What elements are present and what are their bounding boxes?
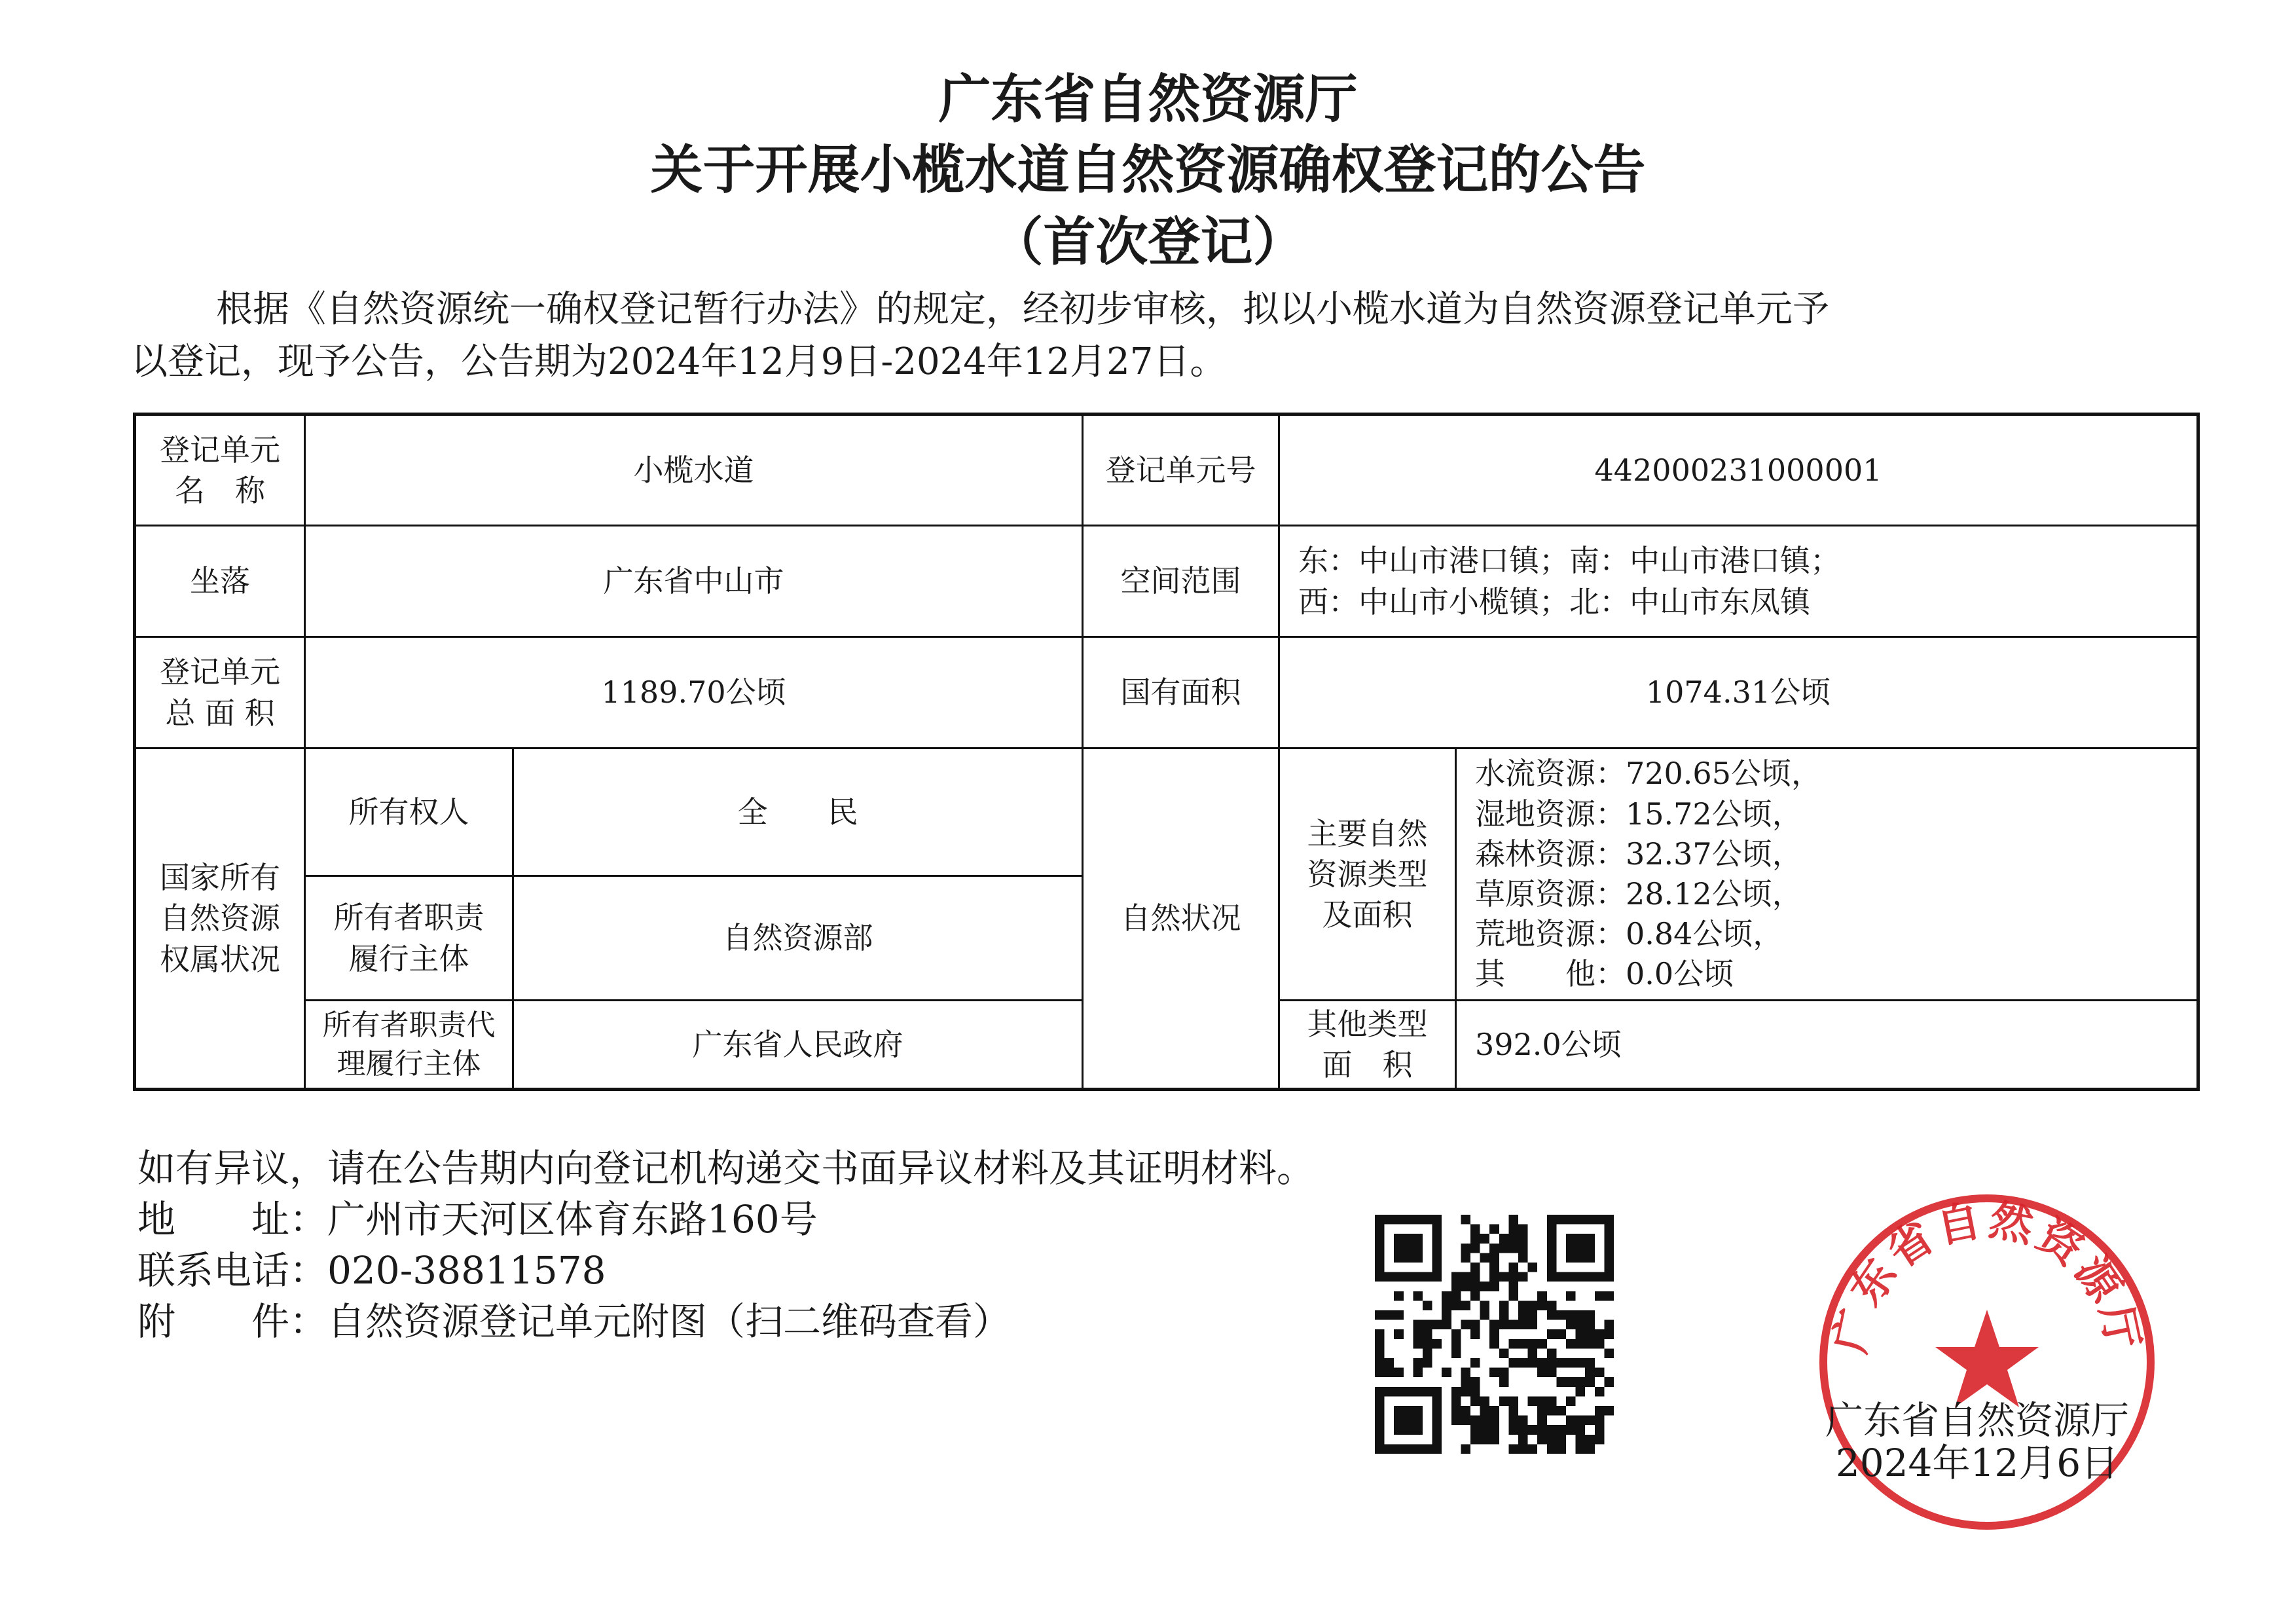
main-type-item: 湿地资源：15.72公顷， [1475, 796, 1802, 832]
location-value: 广东省中山市 [305, 526, 1083, 637]
ownership-label: 国家所有 自然资源 权属状况 [135, 748, 305, 1090]
main-types-values [1456, 748, 2198, 1001]
main-type-item: 森林资源：32.37公顷， [1475, 836, 1802, 872]
duty-label: 所有者职责 履行主体 [305, 876, 513, 1001]
extent-value [1279, 526, 2198, 637]
nature-label: 自然状况 [1083, 748, 1279, 1090]
other-label: 其他类型 面 积 [1279, 1001, 1456, 1090]
seal-star-icon [1935, 1310, 2039, 1407]
title-line-2: 关于开展小榄水道自然资源确权登记的公告 [650, 139, 1646, 200]
owner-value: 全 民 [513, 748, 1083, 876]
agent-label: 所有者职责代 理履行主体 [305, 1001, 513, 1090]
title-line-3: （首次登记） [991, 212, 1305, 272]
intro-line-2: 以登记，现予公告，公告期为2024年12月9日-2024年12月27日。 [131, 341, 1227, 383]
unit-name-label: 登记单元 名 称 [135, 415, 305, 526]
location-label: 坐落 [135, 526, 305, 637]
duty-value: 自然资源部 [513, 876, 1083, 1001]
title-line-1: 广东省自然资源厅 [938, 69, 1358, 130]
address-line: 地 址：广州市天河区体育东路160号 [137, 1197, 818, 1242]
extent-line-2: 西：中山市小榄镇；北：中山市东凤镇 [1298, 583, 1810, 619]
total-area-value: 1189.70公顷 [305, 637, 1083, 748]
unit-no-value: 442000231000001 [1279, 415, 2198, 526]
main-type-item: 荒地资源：0.84公顷， [1475, 916, 1783, 952]
registration-table [133, 413, 2200, 1091]
extent-line-1: 东：中山市港口镇；南：中山市港口镇； [1298, 543, 1840, 579]
signature-date: 2024年12月6日 [1835, 1441, 2119, 1485]
main-type-item: 草原资源：28.12公顷， [1475, 876, 1802, 912]
total-area-label: 登记单元 总 面 积 [135, 637, 305, 748]
qr-finder-bottom-left [1375, 1387, 1442, 1454]
state-area-label: 国有面积 [1083, 637, 1279, 748]
phone-line: 联系电话：020-38811578 [137, 1248, 606, 1293]
main-type-item: 其 他：0.0公顷 [1475, 956, 1734, 992]
attachment-line: 附 件：自然资源登记单元附图（扫二维码查看） [137, 1299, 1011, 1344]
qr-finder-top-left [1375, 1215, 1442, 1282]
intro-line-1: 根据《自然资源统一确权登记暂行办法》的规定，经初步审核，拟以小榄水道为自然资源登记单元予 [216, 288, 1829, 331]
svg-text:广东省自然资源厅: 广东省自然资源厅 [1824, 1194, 2150, 1357]
signature-org: 广东省自然资源厅 [1825, 1398, 2129, 1443]
extent-label: 空间范围 [1083, 526, 1279, 637]
objection-note: 如有异议，请在公告期内向登记机构递交书面异议材料及其证明材料。 [137, 1146, 1315, 1190]
agent-value: 广东省人民政府 [513, 1001, 1083, 1090]
main-type-item: 水流资源：720.65公顷， [1475, 756, 1821, 792]
qr-code-icon[interactable] [1375, 1215, 1614, 1454]
unit-name-value: 小榄水道 [305, 415, 1083, 526]
main-types-label: 主要自然 资源类型 及面积 [1279, 748, 1456, 1001]
state-area-value: 1074.31公顷 [1279, 637, 2198, 748]
unit-no-label: 登记单元号 [1083, 415, 1279, 526]
owner-label: 所有权人 [305, 748, 513, 876]
qr-finder-top-right [1547, 1215, 1614, 1282]
other-value: 392.0公顷 [1456, 1001, 2198, 1090]
